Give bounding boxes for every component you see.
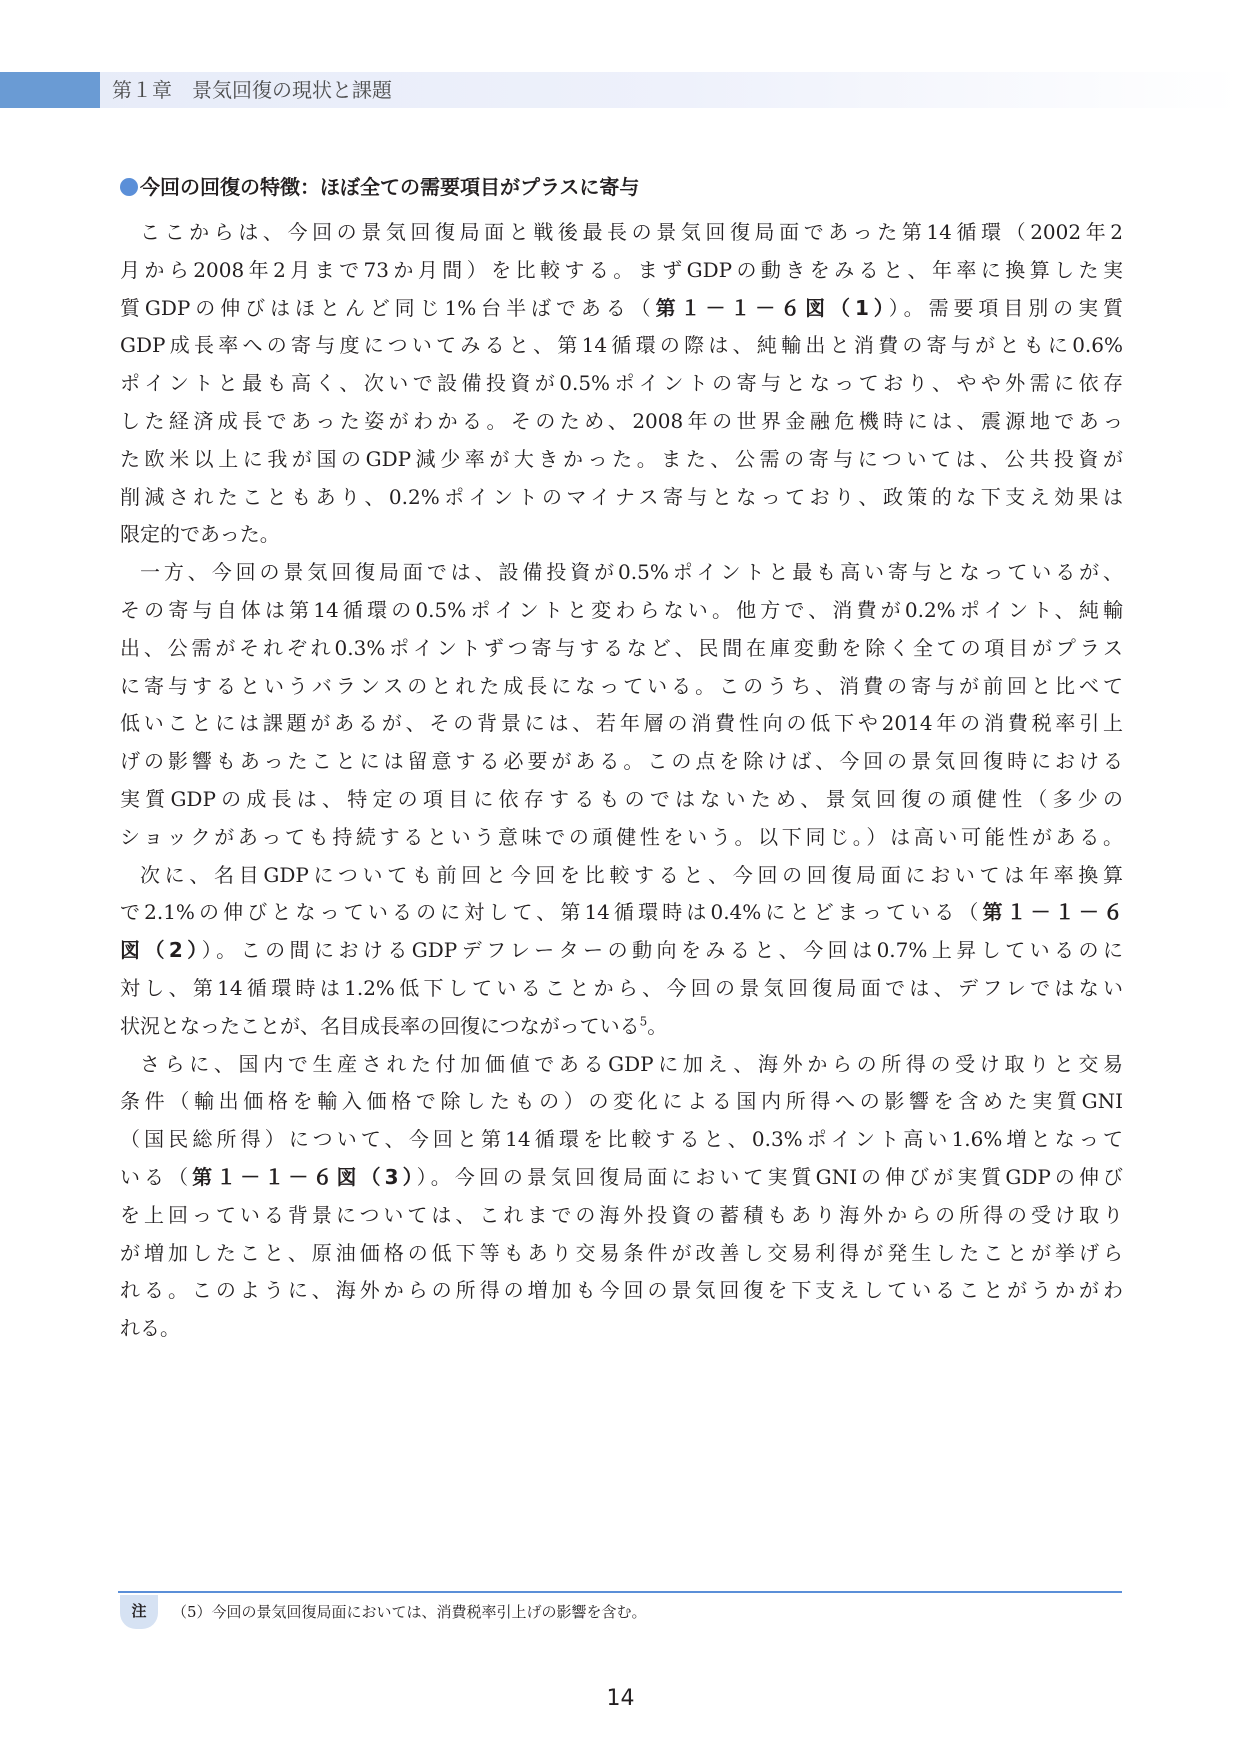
paragraph-1-line-5: ポイントと最も高く、次いで設備投資が0.5%ポイントの寄与となっており、やや外需に依存: [120, 371, 1123, 396]
figure-ref-1-1-6-3: 第１－１－６図（3）: [192, 1164, 417, 1189]
footnote-label: 注: [120, 1595, 158, 1629]
footnote-divider: [118, 1591, 1122, 1593]
paragraph-1-line-3: [120, 290, 1123, 328]
paragraph-2-line-3: 出、公需がそれぞれ0.3%ポイントずつ寄与するなど、民間在庫変動を除く全ての項目がプラス: [120, 635, 1123, 660]
paragraph-1-line-3-b: ）。需要項目別の実質: [888, 295, 1124, 320]
paragraph-3-line-1: 次に、名目GDPについても前回と今回を比較すると、今回の回復局面においては年率換算: [140, 862, 1123, 887]
figure-ref-1-1-6-1: 第１－１－６図（1）: [655, 295, 889, 320]
paragraph-1-line-1: ここからは、今回の景気回復局面と戦後最長の景気回復局面であった第14循環（2002年2: [140, 220, 1123, 244]
header-accent-block: [0, 72, 100, 108]
paragraph-4-line-8: れる。: [120, 1316, 180, 1341]
paragraph-4-line-2: 条件（輸出価格を輸入価格で除したもの）の変化による国内所得への影響を含めた実質GNI: [120, 1089, 1123, 1114]
footnote-text: （5）今回の景気回復局面においては、消費税率引上げの影響を含む。: [172, 1603, 647, 1621]
paragraph-4-line-4: [120, 1159, 1123, 1197]
paragraph-4-line-4-b: ）。今回の景気回復局面において実質GNIの伸びが実質GDPの伸び: [416, 1164, 1123, 1189]
paragraph-1-line-6: した経済成長であった姿がわかる。そのため、2008年の世界金融危機時には、震源地であっ: [120, 408, 1123, 433]
paragraph-2-line-6: げの影響もあったことには留意する必要がある。この点を除けば、今回の景気回復時における: [120, 749, 1123, 774]
paragraph-2-line-7: 実質GDPの成長は、特定の項目に依存するものではないため、景気回復の頑健性（多少の: [120, 786, 1123, 811]
paragraph-4-line-1: さらに、国内で生産された付加価値であるGDPに加え、海外からの所得の受け取りと交易: [140, 1051, 1123, 1076]
paragraph-1-line-4: GDP成長率への寄与度についてみると、第14循環の際は、純輸出と消費の寄与がともに0.6%: [120, 333, 1123, 358]
paragraph-1-line-8: 削減されたこともあり、0.2%ポイントのマイナス寄与となっており、政策的な下支え効果は: [120, 484, 1123, 509]
paragraph-3-line-4: 対し、第14循環時は1.2%低下していることから、今回の景気回復局面では、デフレではない: [120, 975, 1123, 1000]
page-number: 14: [606, 1686, 635, 1711]
bullet-dot-icon: [120, 178, 138, 196]
paragraph-3-line-3: [120, 932, 1123, 970]
paragraph-1-line-2: 月から2008年2月まで73か月間）を比較する。まずGDPの動きをみると、年率に換算した実: [120, 257, 1123, 282]
paragraph-3-line-2: [120, 894, 1123, 932]
section-heading: [120, 170, 639, 204]
figure-ref-1-1-6-2b: 図（2）: [120, 938, 202, 963]
paragraph-3-line-5-a: 状況となったことが、名目成長率の回復につながっている: [120, 1013, 640, 1038]
footnote-ref-5: 5: [639, 1014, 648, 1029]
paragraph-4-line-4-a: いる（: [120, 1164, 193, 1189]
paragraph-2-line-2: その寄与自体は第14循環の0.5%ポイントと変わらない。他方で、消費が0.2%ポイント、純輸: [120, 597, 1123, 622]
paragraph-1-line-7: た欧米以上に我が国のGDP減少率が大きかった。また、公需の寄与については、公共投資が: [120, 446, 1123, 471]
figure-ref-1-1-6-2a: 第１－１－６: [982, 900, 1124, 925]
chapter-title: 第１章 景気回復の現状と課題: [112, 78, 392, 102]
body-text: [120, 214, 1123, 1348]
paragraph-4-line-7: れる。このように、海外からの所得の増加も今回の景気回復を下支えしていることがうかがわ: [120, 1278, 1123, 1303]
section-heading-text: 今回の回復の特徴：ほぼ全ての需要項目がプラスに寄与: [140, 175, 640, 199]
paragraph-4-line-6: が増加したこと、原油価格の低下等もあり交易条件が改善し交易利得が発生したことが挙げら: [120, 1240, 1123, 1265]
paragraph-4-line-3: （国民総所得）について、今回と第14循環を比較すると、0.3%ポイント高い1.6%増となって: [120, 1127, 1123, 1152]
paragraph-1-line-3-a: 質GDPの伸びはほとんど同じ1%台半ばである（: [120, 295, 656, 320]
paragraph-2-line-4: に寄与するというバランスのとれた成長になっている。このうち、消費の寄与が前回と比べて: [120, 673, 1123, 698]
paragraph-3-line-5-b: 。: [647, 1013, 668, 1038]
paragraph-1-line-9: 限定的であった。: [120, 522, 280, 547]
paragraph-2-line-8: ショックがあっても持続するという意味での頑健性をいう。以下同じ。）は高い可能性がある。: [120, 824, 1123, 849]
paragraph-2-line-5: 低いことには課題があるが、その背景には、若年層の消費性向の低下や2014年の消費税率引上: [120, 711, 1123, 736]
paragraph-4-line-5: を上回っている背景については、これまでの海外投資の蓄積もあり海外からの所得の受け取り: [120, 1202, 1123, 1227]
paragraph-3-line-3-b: ）。この間におけるGDPデフレーターの動向をみると、今回は0.7%上昇しているのに: [201, 938, 1124, 963]
paragraph-3-line-5: [120, 1008, 1123, 1046]
chapter-header-bar: [0, 72, 1241, 108]
paragraph-3-line-2-a: で2.1%の伸びとなっているのに対して、第14循環時は0.4%にとどまっている（: [120, 900, 983, 925]
paragraph-2-line-1: 一方、今回の景気回復局面では、設備投資が0.5%ポイントと最も高い寄与となっているが、: [140, 560, 1123, 585]
